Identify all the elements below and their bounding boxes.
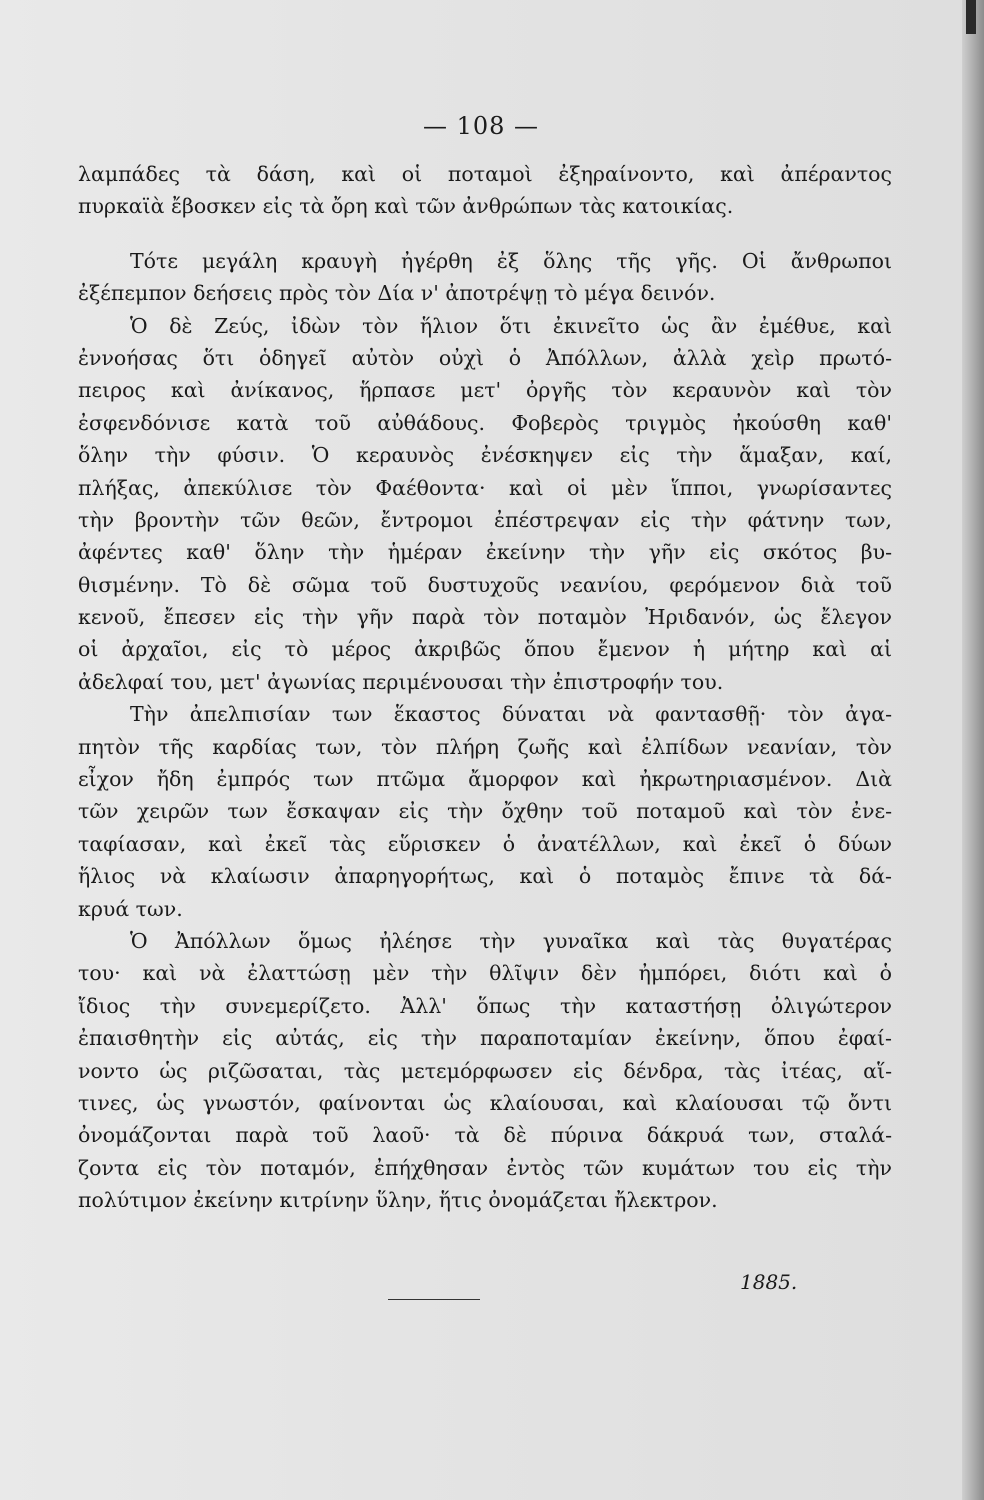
text-line: τινες, ὡς γνωστόν, φαίνονται ὡς κλαίουσαι, καὶ κλαίουσαι τῷ ὄντι	[78, 1090, 892, 1115]
text-line: Τότε μεγάλη κραυγὴ ἠγέρθη ἐξ ὅλης τῆς γῆς. Οἱ ἄνθρωποι	[130, 248, 892, 273]
text-line: Τὴν ἀπελπισίαν των ἕκαστος δύναται νὰ φαντασθῇ· τὸν ἀγα-	[130, 702, 892, 727]
text-line: ταφίασαν, καὶ ἐκεῖ τὰς εὕρισκεν ὁ ἀνατέλλων, καὶ ἐκεῖ ὁ δύων	[78, 831, 892, 856]
text-line: κενοῦ, ἔπεσεν εἰς τὴν γῆν παρὰ τὸν ποταμὸν Ἠριδανόν, ὡς ἔλεγον	[78, 605, 892, 630]
page-edge	[962, 0, 984, 1500]
paragraph-gap	[78, 223, 892, 245]
text-line: τὴν βροντὴν τῶν θεῶν, ἔντρομοι ἐπέστρεψαν εἰς τὴν φάτνην των,	[78, 507, 892, 532]
text-line: Ὁ Ἀπόλλων ὅμως ἠλέησε τὴν γυναῖκα καὶ τὰς θυγατέρας	[130, 928, 892, 953]
date-signature: 1885.	[740, 1270, 798, 1294]
text-line: ἀδελφαί του, μετ' ἀγωνίας περιμένουσαι τὴν ἐπιστροφήν του.	[78, 669, 724, 694]
text-line: ἥλιος νὰ κλαίωσιν ἀπαρηγορήτως, καὶ ὁ ποταμὸς ἔπινε τὰ δά-	[78, 864, 892, 889]
text-line: ἐξέπεμπον δεήσεις πρὸς τὸν Δία ν' ἀποτρέψῃ τὸ μέγα δεινόν.	[78, 281, 716, 306]
text-line: τῶν χειρῶν των ἔσκαψαν εἰς τὴν ὄχθην τοῦ ποταμοῦ καὶ τὸν ἐνε-	[78, 799, 892, 824]
text-line: πλήξας, ἀπεκύλισε τὸν Φαέθοντα· καὶ οἱ μὲν ἵπποι, γνωρίσαντες	[78, 475, 892, 500]
text-line: οἱ ἀρχαῖοι, εἰς τὸ μέρος ἀκριβῶς ὅπου ἔμενον ἡ μήτηρ καὶ αἱ	[78, 637, 892, 662]
text-line: ζοντα εἰς τὸν ποταμόν, ἐπήχθησαν ἐντὸς τῶν κυμάτων του εἰς τὴν	[78, 1155, 892, 1180]
text-line: πυρκαϊὰ ἔβοσκεν εἰς τὰ ὄρη καὶ τῶν ἀνθρώπων τὰς κατοικίας.	[78, 194, 734, 219]
text-line: του· καὶ νὰ ἐλαττώσῃ μὲν τὴν θλῖψιν δὲν ἠμπόρει, διότι καὶ ὁ	[78, 961, 892, 986]
text-line: πητὸν τῆς καρδίας των, τὸν πλήρη ζωῆς καὶ ἐλπίδων νεανίαν, τὸν	[78, 734, 892, 759]
text-line: ἐπαισθητὴν εἰς αὐτάς, εἰς τὴν παραποταμίαν ἐκείνην, ὅπου ἐφαί-	[78, 1026, 892, 1051]
text-line: κρυά των.	[78, 896, 183, 921]
text-line: θισμένην. Τὸ δὲ σῶμα τοῦ δυστυχοῦς νεανίου, φερόμενον διὰ τοῦ	[78, 572, 892, 597]
text-line: πειρος καὶ ἀνίκανος, ἥρπασε μετ' ὀργῆς τὸν κεραυνὸν καὶ τὸν	[78, 378, 892, 403]
text-line: πολύτιμον ἐκείνην κιτρίνην ὕλην, ἥτις ὀνομάζεται ἤλεκτρον.	[78, 1188, 718, 1213]
text-line: λαμπάδες τὰ δάση, καὶ οἱ ποταμοὶ ἐξηραίνοντο, καὶ ἀπέραντος	[78, 162, 892, 186]
text-line: ἐννοήσας ὅτι ὁδηγεῖ αὐτὸν οὐχὶ ὁ Ἀπόλλων, ἀλλὰ χεὶρ πρωτό-	[78, 345, 892, 370]
text-line: ἴδιος τὴν συνεμερίζετο. Ἀλλ' ὅπως τὴν καταστήσῃ ὀλιγώτερον	[78, 993, 892, 1018]
text-line: εἶχον ἤδη ἐμπρός των πτῶμα ἄμορφον καὶ ἠκρωτηριασμένον. Διὰ	[78, 767, 892, 792]
edge-mark	[966, 0, 976, 34]
body-text	[78, 158, 892, 1217]
page-number: — 108 —	[422, 112, 540, 140]
text-line: νοντο ὡς ριζῶσαται, τὰς μετεμόρφωσεν εἰς δένδρα, τὰς ἰτέας, αἵ-	[78, 1058, 892, 1083]
text-line: ὀνομάζονται παρὰ τοῦ λαοῦ· τὰ δὲ πύρινα δάκρυά των, σταλά-	[78, 1123, 892, 1148]
text-line: ὅλην τὴν φύσιν. Ὁ κεραυνὸς ἐνέσκηψεν εἰς τὴν ἅμαξαν, καί,	[78, 443, 892, 468]
text-line: ἐσφενδόνισε κατὰ τοῦ αὐθάδους. Φοβερὸς τριγμὸς ἠκούσθη καθ'	[78, 410, 892, 435]
end-rule	[388, 1299, 480, 1300]
text-line: ἀφέντες καθ' ὅλην τὴν ἡμέραν ἐκείνην τὴν γῆν εἰς σκότος βυ-	[78, 540, 892, 565]
text-line: Ὁ δὲ Ζεύς, ἰδὼν τὸν ἥλιον ὅτι ἐκινεῖτο ὡς ἂν ἐμέθυε, καὶ	[130, 313, 892, 338]
